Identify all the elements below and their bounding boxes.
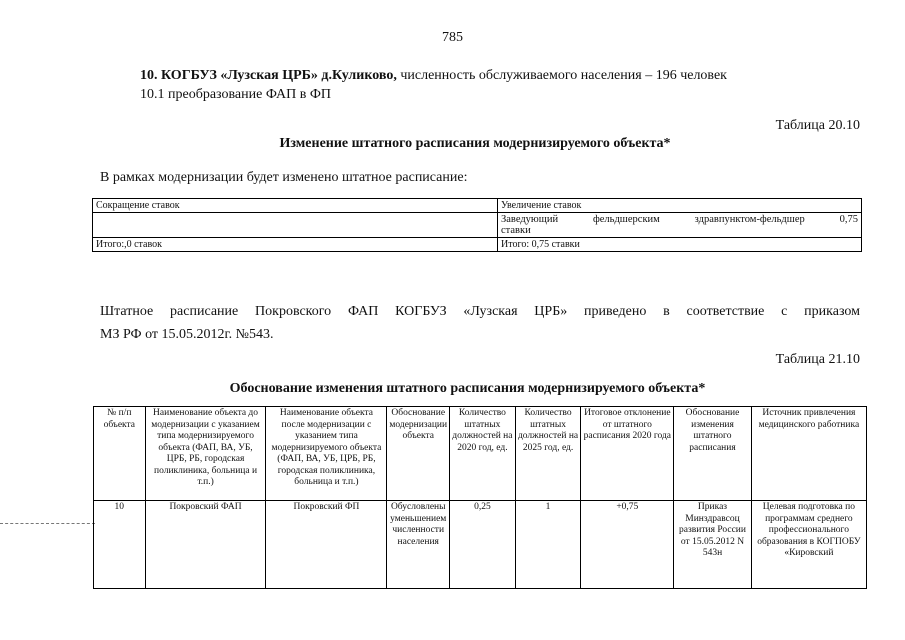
cell-count-2025: 1 [515,501,581,589]
reduction-header: Сокращение ставок [93,199,498,213]
cell-count-2020: 0,25 [450,501,516,589]
table2-heading: Обоснование изменения штатного расписания модернизируемого объекта* [229,381,706,396]
increase-item-cont: ставки [501,225,531,236]
cell-name-after: Покровский ФП [266,501,387,589]
col-header-justification: Обоснование модернизации объекта [387,407,450,501]
paragraph-line-1: Штатное расписание Покровского ФАП КОГБУЗ «Лузская ЦРБ» приведено в соответствие с приказом [100,304,860,319]
total-reduction: Итого:,0 ставок [93,238,498,252]
scan-artifact-line [0,523,95,524]
total-increase: Итого: 0,75 ставки [498,238,862,252]
cell-name-before: Покровский ФАП [145,501,266,589]
table1-intro: В рамках модернизации будет изменено штатное расписание: [100,170,468,185]
compliance-paragraph [100,300,860,346]
cell-number: 10 [94,501,146,589]
col-header-count-2020: Количество штатных должностей на 2020 год, ед. [450,407,516,501]
table-row [94,501,867,589]
cell-source: Целевая подготовка по программам среднего профессионального образования в КОГПОБУ «Кировский [751,501,866,589]
table-row [93,199,862,213]
col-header-source: Источник привлечения медицинского работника [751,407,866,501]
col-header-deviation: Итоговое отклонение от штатного расписания 2020 года [581,407,674,501]
col-header-name-before: Наименование объекта до модернизации с указанием типа модернизируемого объекта (ФАП, ВА, УБ, ЦРБ, РБ, городская поликлиника, больница и т.п.) [145,407,266,501]
cell-change-basis: Приказ Минздравсоц развития России от 15.05.2012 N 543н [674,501,752,589]
col-header-count-2025: Количество штатных должностей на 2025 год, ед. [515,407,581,501]
increase-header: Увеличение ставок [498,199,862,213]
staffing-change-table [92,198,862,252]
page-number: 785 [442,30,463,45]
increase-cell [498,213,862,238]
subsection-title: 10.1 преобразование ФАП в ФП [140,87,332,102]
increase-item: Заведующий фельдшерским здравпунктом-фельдшер 0,75 [501,214,858,225]
organization-line [140,68,727,84]
table2-number: Таблица 21.10 [775,352,860,367]
population-text: численность обслуживаемого населения – 196 человек [396,68,727,83]
table1-number: Таблица 20.10 [775,118,860,133]
table-row [93,238,862,252]
table-header-row [94,407,867,501]
reduction-cell [93,213,498,238]
col-header-name-after: Наименование объекта после модернизации с указанием типа модернизируемого объекта (ФАП, ВА, УБ, ЦРБ, РБ, городская поликлиника, больница и т.п.) [266,407,387,501]
paragraph-line-2: МЗ РФ от 15.05.2012г. №543. [100,327,274,342]
justification-table [93,406,867,589]
table1-heading: Изменение штатного расписания модернизируемого объекта* [279,136,671,151]
cell-deviation: +0,75 [581,501,674,589]
col-header-change-basis: Обоснование изменения штатного расписания [674,407,752,501]
col-header-number: № п/п объекта [94,407,146,501]
cell-justification: Обусловлены уменьшением численности населения [387,501,450,589]
table-row [93,213,862,238]
organization-name: 10. КОГБУЗ «Лузская ЦРБ» д.Куликово, [140,68,397,83]
